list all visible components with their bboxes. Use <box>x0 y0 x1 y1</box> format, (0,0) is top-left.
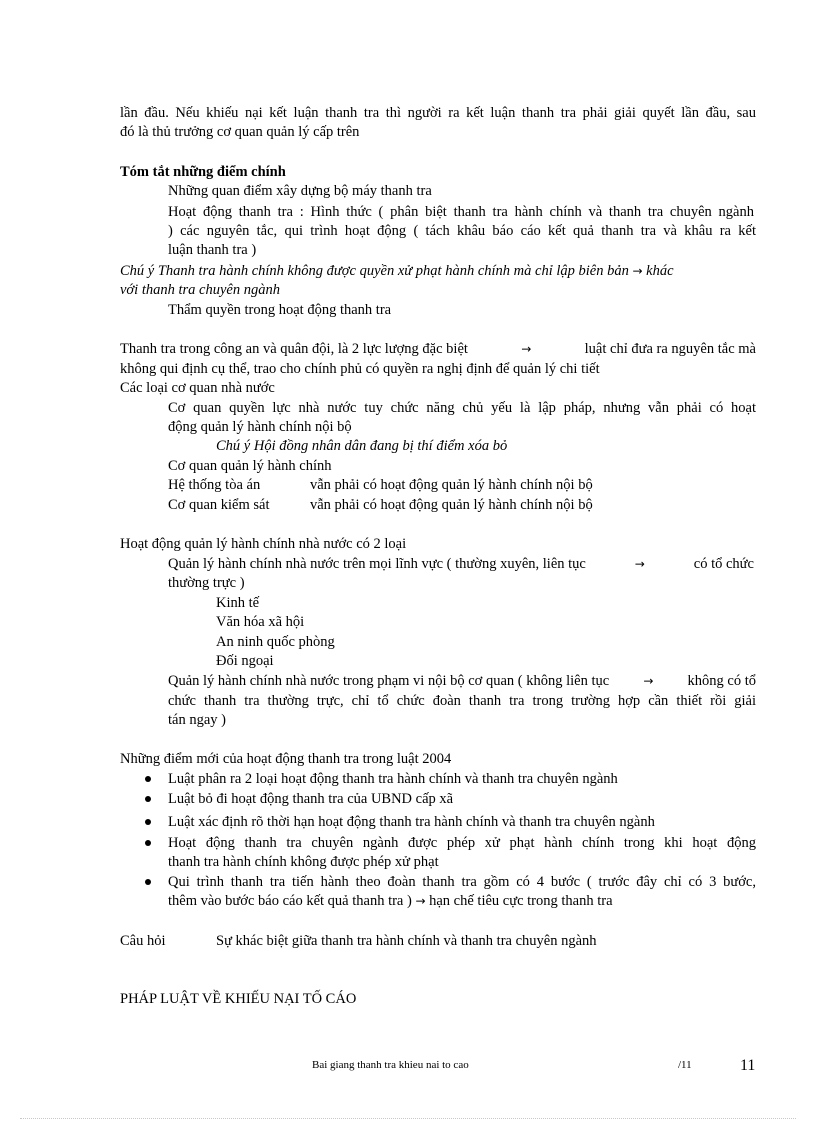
bullet-item: Luật bỏ đi hoạt động thanh tra của UBND cấp xã <box>168 791 454 807</box>
page-divider <box>20 1118 796 1119</box>
list-item-text: không có tổ <box>687 673 756 689</box>
list-item-text: có tổ chức <box>693 556 754 572</box>
bullet-item: Hoạt động thanh tra chuyên ngành được phép xử phạt hành chính trong khi hoạt động <box>168 835 756 851</box>
note-line: Chú ý Hội đồng nhân dân đang bị thí điểm xóa bỏ <box>216 438 508 454</box>
list-item: Hoạt động thanh tra : Hình thức ( phân biệt thanh tra hành chính và thanh tra chuyên ngành <box>168 204 754 220</box>
bullet-item: Luật phân ra 2 loại hoạt động thanh tra hành chính và thanh tra chuyên ngành <box>168 771 618 787</box>
field-item: Đối ngoại <box>216 653 274 669</box>
list-item: Những quan điểm xây dựng bộ máy thanh tra <box>168 183 432 199</box>
field-item: Kinh tế <box>216 595 260 611</box>
bullet-icon <box>145 840 151 846</box>
list-item: động quản lý hành chính nội bộ <box>168 419 352 435</box>
paragraph-line: không qui định cụ thể, trao cho chính phủ có quyền ra nghị định để quản lý chi tiết <box>120 361 600 377</box>
page-number: 11 <box>740 1057 756 1074</box>
bullet-text: thêm vào bước báo cáo kết quả thanh tra ) <box>168 893 412 909</box>
section-heading: Hoạt động quản lý hành chính nhà nước có 2 loại <box>120 536 407 552</box>
paragraph-text: luật chỉ đưa ra nguyên tắc mà <box>584 341 756 357</box>
note-line: với thanh tra chuyên ngành <box>120 282 280 298</box>
footer-fraction: /11 <box>678 1059 692 1071</box>
bullet-icon <box>145 776 151 782</box>
list-item <box>168 672 756 691</box>
list-item-text: Quản lý hành chính nhà nước trên mọi lĩnh vực ( thường xuyên, liên tục <box>168 556 586 572</box>
bullet-icon <box>145 796 151 802</box>
section-title: PHÁP LUẬT VỀ KHIẾU NẠI TỐ CÁO <box>120 991 357 1007</box>
list-item: Cơ quan quản lý hành chính <box>168 458 332 474</box>
list-item: luận thanh tra ) <box>168 242 257 258</box>
list-item-desc: vẫn phải có hoạt động quản lý hành chính nội bộ <box>310 477 593 493</box>
bullet-item <box>168 892 613 911</box>
arrow-icon: → <box>521 342 532 356</box>
list-item-desc: vẫn phải có hoạt động quản lý hành chính nội bộ <box>310 497 593 513</box>
list-item: Hệ thống tòa án <box>168 477 261 493</box>
note-text: khác <box>646 263 674 279</box>
section-heading: Tóm tắt những điểm chính <box>120 164 286 180</box>
list-item: thường trực ) <box>168 575 245 591</box>
list-item: chức thanh tra thường trực, chỉ tổ chức đoàn thanh tra trong trường hợp cần thiết rồi giải <box>168 693 756 709</box>
note-text: Chú ý Thanh tra hành chính không được quyền xử phạt hành chính mà chỉ lập biên bản <box>120 263 629 279</box>
bullet-icon <box>145 819 151 825</box>
paragraph-text: Thanh tra trong công an và quân đội, là 2 lực lượng đặc biệt <box>120 341 468 357</box>
arrow-icon: → <box>415 894 426 908</box>
list-item: Thẩm quyền trong hoạt động thanh tra <box>168 302 392 318</box>
paragraph-line: lần đầu. Nếu khiếu nại kết luận thanh tra thì người ra kết luận thanh tra phải giải quyết lần đầu, sau <box>120 105 756 121</box>
footer-title: Bai giang thanh tra khieu nai to cao <box>312 1059 469 1071</box>
question-text: Sự khác biệt giữa thanh tra hành chính và thanh tra chuyên ngành <box>216 933 597 949</box>
field-item: An ninh quốc phòng <box>216 634 335 650</box>
section-heading: Những điểm mới của hoạt động thanh tra trong luật 2004 <box>120 751 452 767</box>
section-heading: Các loại cơ quan nhà nước <box>120 380 275 396</box>
bullet-item: Luật xác định rõ thời hạn hoạt động thanh tra hành chính và thanh tra chuyên ngành <box>168 814 655 830</box>
note-line <box>120 262 674 281</box>
bullet-item: Qui trình thanh tra tiến hành theo đoàn thanh tra gồm có 4 bước ( trước đây chỉ có 3 bước, <box>168 874 756 890</box>
arrow-icon: → <box>634 557 645 571</box>
list-item: Cơ quan quyền lực nhà nước tuy chức năng chủ yếu là lập pháp, nhưng vẫn phải có hoạt <box>168 400 756 416</box>
field-item: Văn hóa xã hội <box>216 614 305 630</box>
bullet-item: thanh tra hành chính không được phép xử phạt <box>168 854 439 870</box>
list-item: ) các nguyên tắc, qui trình hoạt động ( tách khâu báo cáo kết quả thanh tra và khâu ra kết <box>168 223 756 239</box>
paragraph-line <box>120 340 756 359</box>
question-label: Câu hỏi <box>120 933 166 949</box>
arrow-icon: → <box>643 674 654 688</box>
list-item: tán ngay ) <box>168 712 226 728</box>
bullet-text: hạn chế tiêu cực trong thanh tra <box>429 893 613 909</box>
arrow-icon: → <box>632 264 643 278</box>
paragraph-line: đó là thủ trưởng cơ quan quản lý cấp trên <box>120 124 360 140</box>
list-item: Cơ quan kiểm sát <box>168 497 270 513</box>
bullet-icon <box>145 879 151 885</box>
list-item <box>168 555 754 574</box>
list-item-text: Quản lý hành chính nhà nước trong phạm vi nội bộ cơ quan ( không liên tục <box>168 673 610 689</box>
